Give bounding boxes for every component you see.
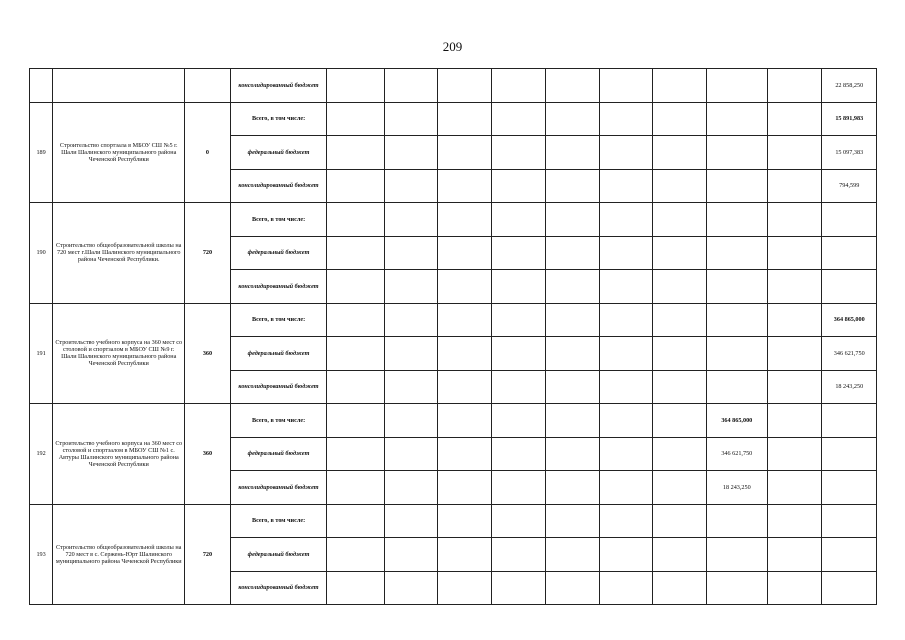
empty-cell xyxy=(491,504,545,538)
empty-cell xyxy=(546,370,599,404)
empty-cell xyxy=(653,203,706,237)
empty-cell xyxy=(599,69,652,103)
funding-type: Всего, в том числе: xyxy=(230,102,327,136)
empty-cell xyxy=(768,69,822,103)
empty-cell xyxy=(599,236,652,270)
funding-type: Всего, в том числе: xyxy=(230,203,327,237)
empty-cell xyxy=(491,169,545,203)
empty-cell xyxy=(438,169,491,203)
project-capacity: 360 xyxy=(185,303,230,404)
empty-cell xyxy=(491,102,545,136)
empty-cell xyxy=(546,504,599,538)
empty-cell xyxy=(327,203,384,237)
funding-type: консолидированный бюджет xyxy=(230,471,327,505)
empty-cell xyxy=(768,504,822,538)
empty-cell xyxy=(768,404,822,438)
value-cell: 346 621,750 xyxy=(822,337,877,371)
empty-cell xyxy=(438,270,491,304)
funding-type: консолидированный бюджет xyxy=(230,69,327,103)
funding-type: консолидированный бюджет xyxy=(230,571,327,605)
empty-cell xyxy=(706,236,768,270)
empty-cell xyxy=(653,404,706,438)
empty-cell xyxy=(53,69,185,103)
table-row xyxy=(30,303,877,337)
empty-cell xyxy=(822,571,877,605)
project-number: 192 xyxy=(30,404,53,505)
empty-cell xyxy=(327,471,384,505)
empty-cell xyxy=(768,437,822,471)
empty-cell xyxy=(653,504,706,538)
empty-cell xyxy=(706,102,768,136)
project-capacity: 720 xyxy=(185,504,230,605)
value-cell: 364 865,000 xyxy=(706,404,768,438)
funding-type: Всего, в том числе: xyxy=(230,404,327,438)
empty-cell xyxy=(384,270,437,304)
empty-cell xyxy=(706,504,768,538)
empty-cell xyxy=(491,69,545,103)
empty-cell xyxy=(185,69,230,103)
empty-cell xyxy=(327,337,384,371)
table-row xyxy=(30,102,877,136)
empty-cell xyxy=(327,437,384,471)
value-cell: 346 621,750 xyxy=(706,437,768,471)
empty-cell xyxy=(546,437,599,471)
empty-cell xyxy=(327,370,384,404)
empty-cell xyxy=(706,169,768,203)
empty-cell xyxy=(438,538,491,572)
empty-cell xyxy=(768,136,822,170)
empty-cell xyxy=(384,303,437,337)
project-capacity: 360 xyxy=(185,404,230,505)
empty-cell xyxy=(599,136,652,170)
empty-cell xyxy=(491,471,545,505)
empty-cell xyxy=(327,136,384,170)
empty-cell xyxy=(491,370,545,404)
empty-cell xyxy=(653,102,706,136)
empty-cell xyxy=(706,270,768,304)
empty-cell xyxy=(384,571,437,605)
project-number: 190 xyxy=(30,203,53,304)
empty-cell xyxy=(599,203,652,237)
empty-cell xyxy=(599,504,652,538)
empty-cell xyxy=(599,571,652,605)
empty-cell xyxy=(438,571,491,605)
empty-cell xyxy=(599,538,652,572)
empty-cell xyxy=(768,303,822,337)
empty-cell xyxy=(768,169,822,203)
project-name: Строительство учебного корпуса на 360 мест со столовой и спортзалом в МБОУ СШ №9 г. Шали Шалинского муниципального района Чеченской Республики xyxy=(53,303,185,404)
empty-cell xyxy=(491,571,545,605)
empty-cell xyxy=(491,437,545,471)
empty-cell xyxy=(599,102,652,136)
empty-cell xyxy=(491,404,545,438)
empty-cell xyxy=(822,236,877,270)
empty-cell xyxy=(327,404,384,438)
empty-cell xyxy=(706,571,768,605)
empty-cell xyxy=(327,303,384,337)
value-cell: 794,599 xyxy=(822,169,877,203)
empty-cell xyxy=(546,203,599,237)
funding-type: Всего, в том числе: xyxy=(230,504,327,538)
page-number: 209 xyxy=(442,39,463,54)
value-cell: 15 097,383 xyxy=(822,136,877,170)
empty-cell xyxy=(384,370,437,404)
empty-cell xyxy=(599,337,652,371)
empty-cell xyxy=(653,270,706,304)
empty-cell xyxy=(822,404,877,438)
empty-cell xyxy=(706,203,768,237)
empty-cell xyxy=(327,538,384,572)
empty-cell xyxy=(599,437,652,471)
empty-cell xyxy=(546,404,599,438)
empty-cell xyxy=(653,571,706,605)
empty-cell xyxy=(384,102,437,136)
funding-type: федеральный бюджет xyxy=(230,337,327,371)
empty-cell xyxy=(653,69,706,103)
empty-cell xyxy=(546,538,599,572)
empty-cell xyxy=(653,236,706,270)
empty-cell xyxy=(384,203,437,237)
project-capacity: 720 xyxy=(185,203,230,304)
empty-cell xyxy=(768,471,822,505)
empty-cell xyxy=(438,404,491,438)
empty-cell xyxy=(384,236,437,270)
empty-cell xyxy=(438,471,491,505)
table-body xyxy=(30,69,877,605)
empty-cell xyxy=(768,236,822,270)
empty-cell xyxy=(491,236,545,270)
funding-type: федеральный бюджет xyxy=(230,437,327,471)
empty-cell xyxy=(384,136,437,170)
empty-cell xyxy=(546,571,599,605)
empty-cell xyxy=(438,370,491,404)
project-name: Строительство спортзала в МБОУ СШ №5 г. Шали Шалинского муниципального района Чеченской Республики xyxy=(53,102,185,203)
empty-cell xyxy=(768,538,822,572)
empty-cell xyxy=(653,437,706,471)
empty-cell xyxy=(546,169,599,203)
empty-cell xyxy=(491,203,545,237)
project-name: Строительство учебного корпуса на 360 мест со столовой и спортзалом в МБОУ СШ №1 с. Автуры Шалинского муниципального района Чеченской Республики xyxy=(53,404,185,505)
project-number: 191 xyxy=(30,303,53,404)
empty-cell xyxy=(546,337,599,371)
empty-cell xyxy=(653,303,706,337)
empty-cell xyxy=(327,504,384,538)
empty-cell xyxy=(438,102,491,136)
empty-cell xyxy=(327,169,384,203)
empty-cell xyxy=(768,337,822,371)
empty-cell xyxy=(546,270,599,304)
table-row xyxy=(30,203,877,237)
value-cell: 22 858,250 xyxy=(822,69,877,103)
empty-cell xyxy=(822,471,877,505)
empty-cell xyxy=(706,69,768,103)
project-number: 189 xyxy=(30,102,53,203)
empty-cell xyxy=(599,471,652,505)
funding-type: федеральный бюджет xyxy=(230,538,327,572)
empty-cell xyxy=(546,136,599,170)
value-cell: 15 891,983 xyxy=(822,102,877,136)
empty-cell xyxy=(546,471,599,505)
empty-cell xyxy=(384,337,437,371)
empty-cell xyxy=(599,270,652,304)
value-cell: 18 243,250 xyxy=(822,370,877,404)
empty-cell xyxy=(706,303,768,337)
value-cell: 364 865,000 xyxy=(822,303,877,337)
empty-cell xyxy=(384,169,437,203)
funding-type: федеральный бюджет xyxy=(230,236,327,270)
empty-cell xyxy=(822,504,877,538)
funding-type: федеральный бюджет xyxy=(230,136,327,170)
funding-type: консолидированный бюджет xyxy=(230,370,327,404)
empty-cell xyxy=(438,69,491,103)
empty-cell xyxy=(30,69,53,103)
project-number: 193 xyxy=(30,504,53,605)
empty-cell xyxy=(491,270,545,304)
value-cell: 18 243,250 xyxy=(706,471,768,505)
empty-cell xyxy=(546,102,599,136)
empty-cell xyxy=(768,571,822,605)
empty-cell xyxy=(822,437,877,471)
empty-cell xyxy=(599,404,652,438)
empty-cell xyxy=(768,102,822,136)
empty-cell xyxy=(822,538,877,572)
empty-cell xyxy=(384,471,437,505)
empty-cell xyxy=(653,471,706,505)
empty-cell xyxy=(706,136,768,170)
empty-cell xyxy=(384,538,437,572)
empty-cell xyxy=(546,303,599,337)
empty-cell xyxy=(546,69,599,103)
empty-cell xyxy=(768,270,822,304)
empty-cell xyxy=(491,303,545,337)
empty-cell xyxy=(438,303,491,337)
empty-cell xyxy=(822,270,877,304)
empty-cell xyxy=(653,538,706,572)
empty-cell xyxy=(327,270,384,304)
project-capacity: 0 xyxy=(185,102,230,203)
empty-cell xyxy=(327,102,384,136)
empty-cell xyxy=(438,504,491,538)
empty-cell xyxy=(491,136,545,170)
empty-cell xyxy=(438,136,491,170)
empty-cell xyxy=(599,370,652,404)
table-row xyxy=(30,404,877,438)
funding-type: консолидированный бюджет xyxy=(230,270,327,304)
empty-cell xyxy=(327,571,384,605)
empty-cell xyxy=(384,437,437,471)
empty-cell xyxy=(546,236,599,270)
empty-cell xyxy=(653,337,706,371)
budget-table xyxy=(29,68,877,605)
project-name: Строительство общеобразовательной школы на 720 мест в с. Сержень-Юрт Шалинского муниципального района Чеченской Республики xyxy=(53,504,185,605)
empty-cell xyxy=(706,337,768,371)
empty-cell xyxy=(384,404,437,438)
empty-cell xyxy=(491,337,545,371)
empty-cell xyxy=(384,504,437,538)
empty-cell xyxy=(768,370,822,404)
empty-cell xyxy=(438,437,491,471)
empty-cell xyxy=(438,236,491,270)
empty-cell xyxy=(438,337,491,371)
empty-cell xyxy=(327,69,384,103)
empty-cell xyxy=(384,69,437,103)
empty-cell xyxy=(653,370,706,404)
project-name: Строительство общеобразовательной школы на 720 мест г.Шали Шалинского муниципального района Чеченской Республики. xyxy=(53,203,185,304)
table-row xyxy=(30,504,877,538)
funding-type: Всего, в том числе: xyxy=(230,303,327,337)
empty-cell xyxy=(653,136,706,170)
empty-cell xyxy=(706,538,768,572)
empty-cell xyxy=(599,169,652,203)
empty-cell xyxy=(438,203,491,237)
empty-cell xyxy=(706,370,768,404)
empty-cell xyxy=(491,538,545,572)
empty-cell xyxy=(653,169,706,203)
empty-cell xyxy=(327,236,384,270)
funding-type: консолидированный бюджет xyxy=(230,169,327,203)
empty-cell xyxy=(768,203,822,237)
empty-cell xyxy=(599,303,652,337)
empty-cell xyxy=(822,203,877,237)
table-row xyxy=(30,69,877,103)
